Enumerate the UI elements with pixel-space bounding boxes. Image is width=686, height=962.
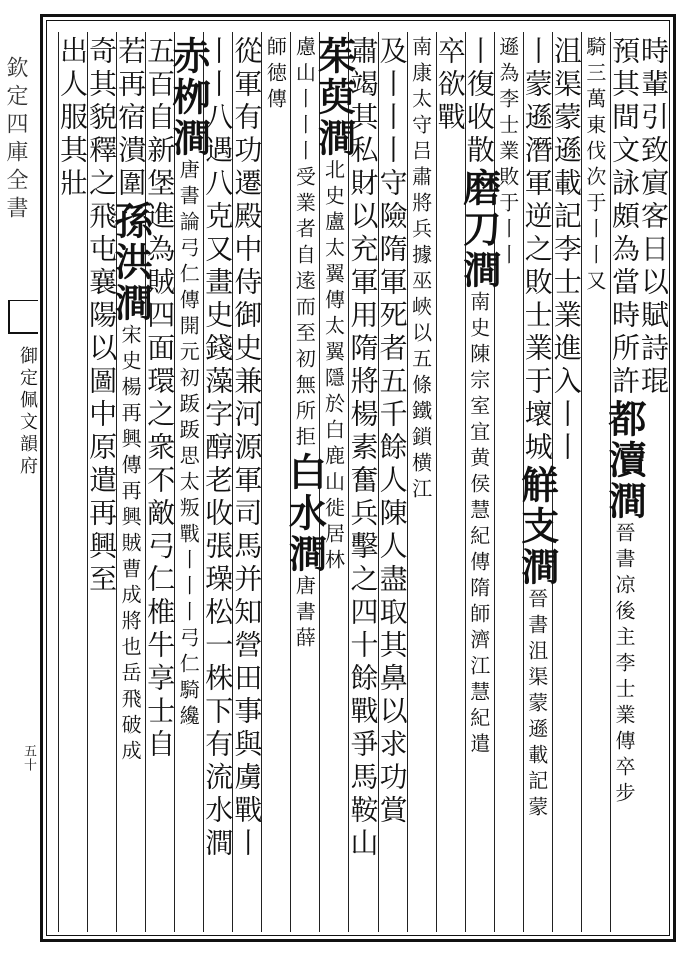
text-column bbox=[166, 32, 212, 932]
text-column bbox=[282, 32, 328, 932]
text-block bbox=[58, 32, 668, 932]
text-column bbox=[601, 32, 647, 932]
text-column bbox=[514, 32, 560, 932]
citation-note: 騎三萬東伐次于丨丨又 bbox=[582, 36, 607, 296]
citation-note: 宋史楊再興傳再興賊曹成將也岳飛破成 bbox=[118, 324, 143, 766]
citation-note: 南史陳宗室宜黄侯慧紀傳隋師濟江慧紀遣 bbox=[466, 291, 491, 759]
body-text: 丨丨八遇八克又畫史錢藻字醇老收張璪松一株下有流水澗 bbox=[201, 36, 235, 861]
body-text: 丨復收散 bbox=[462, 36, 496, 168]
text-column bbox=[375, 32, 409, 932]
citation-note: 唐書薛 bbox=[292, 575, 317, 653]
margin-book-title: 御定佩文韻府 bbox=[17, 346, 38, 478]
entry-heading: 白水澗 bbox=[282, 452, 328, 575]
body-text: 奇其貌釋之飛屯襄陽以圖中原遣再興至 bbox=[85, 36, 119, 597]
entry-heading: 磨刀澗 bbox=[456, 168, 502, 291]
body-text: 及丨丨丨守險隋軍死者五千餘人陳人盡取其鼻以求功賞 bbox=[375, 36, 409, 828]
text-column bbox=[407, 32, 436, 932]
body-text: 五百自新堡進為賊四面環之衆不敵弓仁椎牛享士自 bbox=[143, 36, 177, 762]
text-column bbox=[201, 32, 235, 932]
entry-heading: 觧支澗 bbox=[514, 465, 560, 588]
text-column bbox=[433, 32, 467, 932]
body-text: 肅竭其私財以充軍用隋將楊素奮兵擊之四十餘戰爭馬鞍山 bbox=[346, 36, 380, 861]
body-text: 若再宿潰圍 bbox=[114, 36, 148, 201]
citation-note: 南康太守吕肅將兵據巫峽以五條鐵鎖横江 bbox=[408, 36, 433, 504]
entry-heading: 都瀆澗 bbox=[601, 399, 647, 522]
text-column bbox=[456, 32, 502, 932]
text-column bbox=[56, 32, 90, 932]
body-text: 丨蒙遜潛軍逆之敗士業于壞城 bbox=[520, 36, 554, 465]
body-text: 從軍有功遷殿中侍御史兼河源軍司馬并知營田事與虜戰丨 bbox=[230, 36, 264, 861]
body-text: 沮渠蒙遜載記李士業進入丨丨 bbox=[549, 36, 583, 465]
text-column bbox=[261, 32, 290, 932]
margin-page-number: 五十 bbox=[21, 744, 36, 772]
text-column bbox=[494, 32, 523, 932]
body-text: 時輩引致賔客日以賦詩琨 bbox=[636, 36, 670, 399]
body-text: 出人服其壯 bbox=[56, 36, 90, 201]
text-column bbox=[108, 32, 154, 932]
text-column bbox=[143, 32, 177, 932]
gutter-bracket bbox=[8, 300, 38, 334]
text-column bbox=[85, 32, 119, 932]
citation-note: 北史盧太翼傳太翼隱於白鹿山徙居林 bbox=[321, 159, 346, 575]
margin-collection-title: 欽定四庫全書 bbox=[3, 56, 28, 224]
citation-note: 遜為李士業敗于丨丨 bbox=[495, 36, 520, 270]
citation-note: 師徳傳 bbox=[263, 36, 288, 114]
citation-note: 唐書論弓仁傳開元初䟦䟦思太叛戰丨丨丨弓仁騎纔 bbox=[176, 159, 201, 731]
entry-heading: 茱萸澗 bbox=[311, 36, 357, 159]
text-column bbox=[346, 32, 380, 932]
text-column bbox=[230, 32, 264, 932]
citation-note: 晉書凉後主李士業傳卒步 bbox=[611, 522, 636, 808]
citation-note: 慮山丨丨丨受業者自逺而至初無所拒 bbox=[292, 36, 317, 452]
body-text: 預其間文詠頗為當時所許 bbox=[607, 36, 641, 399]
entry-heading: 孫洪澗 bbox=[108, 201, 154, 324]
text-column bbox=[581, 32, 610, 932]
entry-heading: 赤栁澗 bbox=[166, 36, 212, 159]
body-text: 卒欲戰 bbox=[433, 36, 467, 135]
citation-note: 晉書沮渠蒙遜載記蒙 bbox=[524, 588, 549, 822]
